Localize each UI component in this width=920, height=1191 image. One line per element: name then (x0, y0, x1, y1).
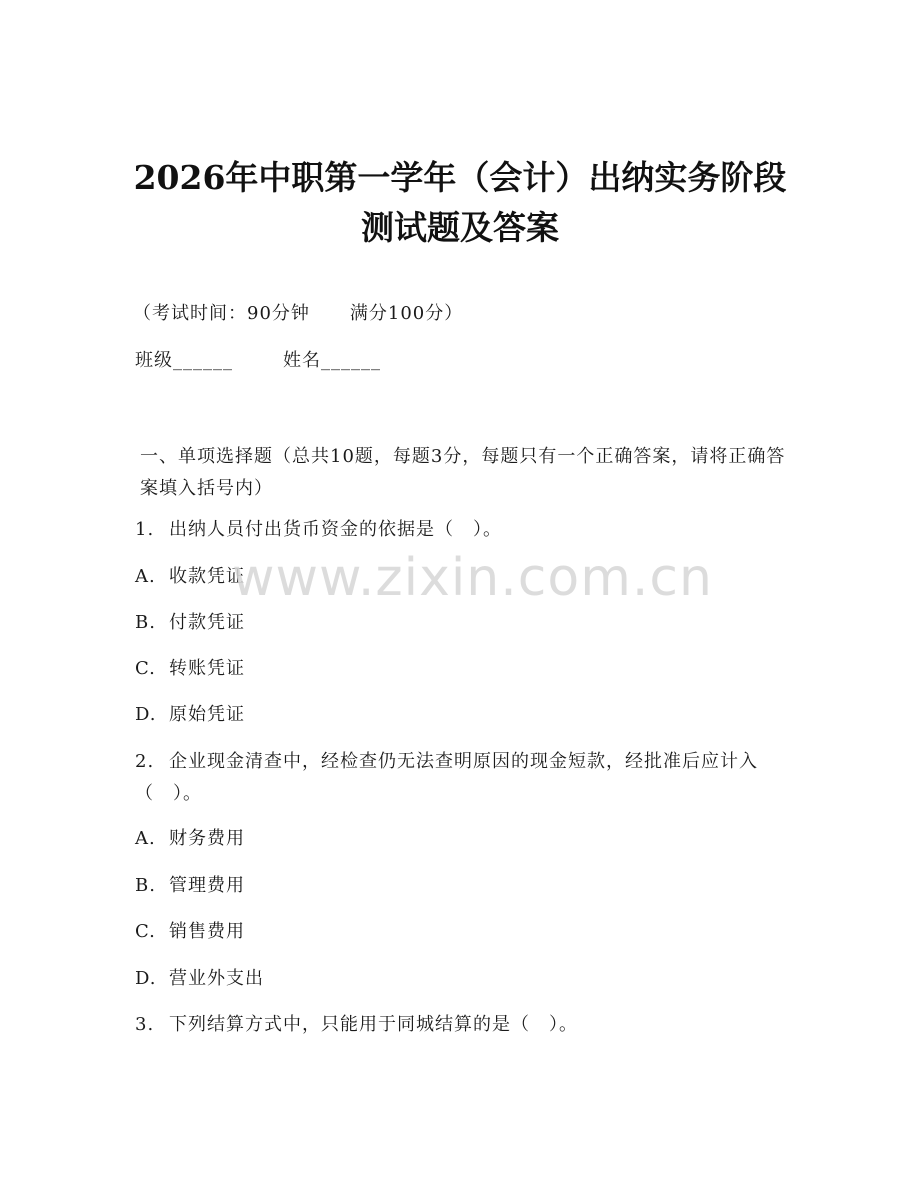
option-label: D. (135, 968, 157, 989)
exam-info (133, 302, 463, 326)
class-field: 班级______ (135, 350, 233, 371)
question-number: 1. (135, 519, 155, 540)
option-label: A. (135, 566, 156, 587)
watermark: www.zixin.com.cn (232, 548, 713, 608)
option-text: 销售费用 (169, 921, 245, 942)
question-2-option-b (135, 874, 245, 898)
document-title-line-1: 2026年中职第一学年（会计）出纳实务阶段 (133, 158, 787, 197)
option-text: 财务费用 (169, 828, 245, 849)
option-text: 原始凭证 (169, 704, 245, 725)
option-label: B. (135, 612, 156, 633)
question-1-option-a (135, 565, 245, 589)
question-3 (135, 1013, 578, 1037)
option-text: 付款凭证 (169, 612, 245, 633)
question-1 (135, 518, 502, 542)
question-text: 出纳人员付出货币资金的依据是（ ）。 (169, 519, 502, 540)
question-2-option-c (135, 920, 245, 944)
document-title-line-2: 测试题及答案 (361, 208, 559, 247)
question-text: 企业现金清查中，经检查仍无法查明原因的现金短款，经批准后应计入（ ）。 (135, 751, 758, 804)
question-1-option-d (135, 703, 245, 727)
option-text: 营业外支出 (169, 968, 264, 989)
option-text: 管理费用 (169, 875, 245, 896)
question-2 (135, 746, 785, 810)
question-number: 2. (135, 751, 155, 772)
option-text: 转账凭证 (169, 658, 245, 679)
question-1-option-b (135, 611, 245, 635)
option-label: C. (135, 658, 156, 679)
question-number: 3. (135, 1014, 155, 1035)
option-label: C. (135, 921, 156, 942)
question-1-option-c (135, 657, 245, 681)
option-label: D. (135, 704, 157, 725)
question-2-option-a (135, 827, 245, 851)
option-text: 收款凭证 (169, 566, 245, 587)
name-field: 姓名______ (283, 350, 381, 371)
option-label: B. (135, 875, 156, 896)
question-2-option-d (135, 967, 264, 991)
full-score: 满分100分） (349, 303, 464, 324)
section-heading: 一、单项选择题（总共10题，每题3分，每题只有一个正确答案，请将正确答案填入括号内） (140, 446, 786, 499)
student-info (135, 349, 381, 373)
question-text: 下列结算方式中，只能用于同城结算的是（ ）。 (169, 1014, 578, 1035)
option-label: A. (135, 828, 156, 849)
exam-time: （考试时间：90分钟 (133, 303, 310, 324)
